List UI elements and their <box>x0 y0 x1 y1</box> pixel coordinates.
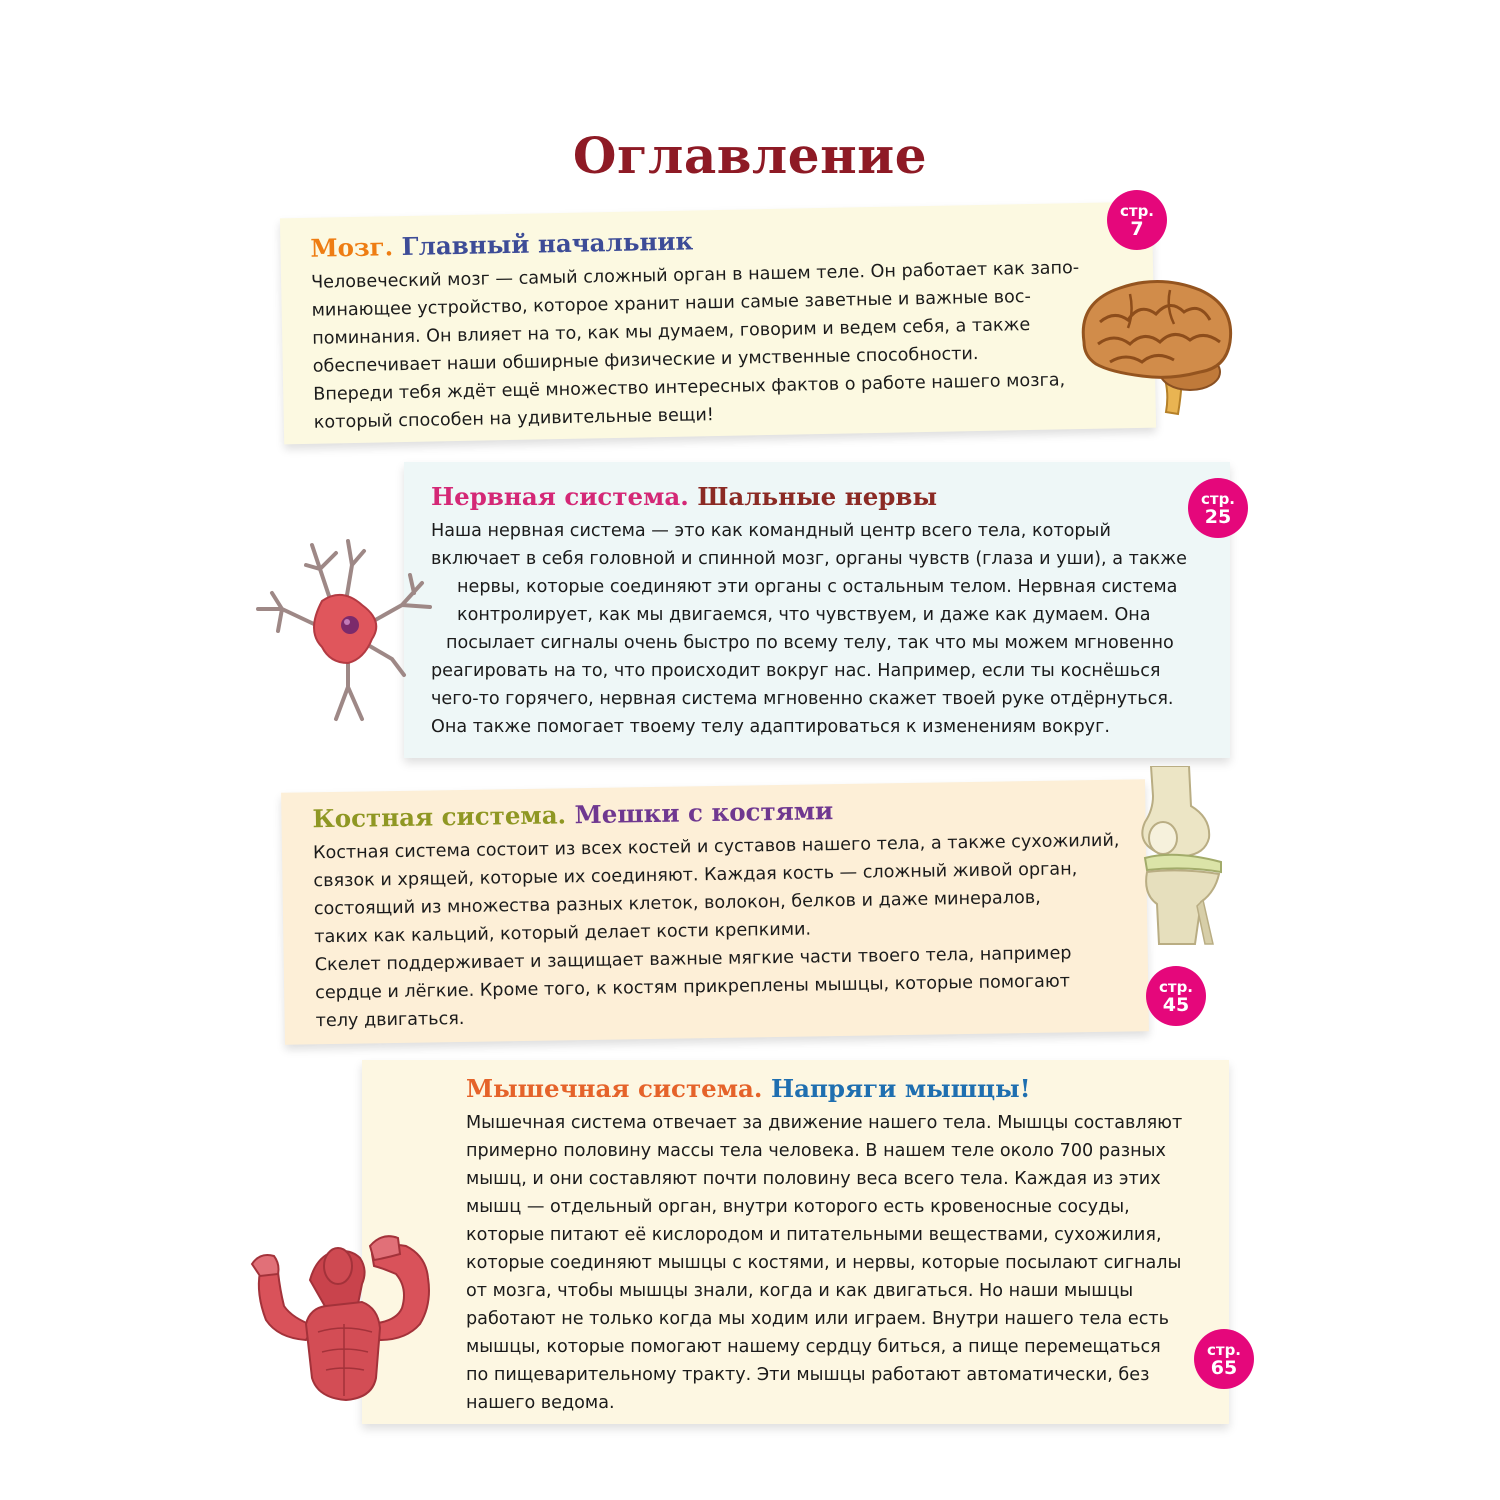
neuron-icon <box>252 535 437 725</box>
muscle-section-text <box>466 1109 1229 1417</box>
muscle-page-badge[interactable] <box>1194 1329 1254 1389</box>
badge-label: стр. <box>1158 978 1194 996</box>
nervous-heading-part2: Шальные нервы <box>697 482 938 511</box>
text-line: мышцы, которые помогают нашему сердцу биться, а пище перемещаться <box>466 1337 1161 1357</box>
muscle-section-card <box>362 1060 1229 1424</box>
nervous-section-heading <box>431 482 1230 511</box>
text-line: контролирует, как мы двигаемся, что чувствуем, и даже как думаем. Она <box>457 605 1151 625</box>
nervous-section-card <box>404 462 1230 758</box>
muscle-figure-icon <box>250 1228 460 1403</box>
text-line: которые соединяют мышцы с костями, и нервы, которые посылают сигналы <box>466 1253 1182 1273</box>
brain-page-badge[interactable] <box>1107 190 1167 250</box>
nervous-page-badge[interactable] <box>1188 478 1248 538</box>
badge-page-number: 65 <box>1210 1357 1238 1379</box>
text-line: которые питают её кислородом и питательными веществами, сухожилия, <box>466 1225 1162 1245</box>
text-line: чего-то горячего, нервная система мгновенно скажет твоей руке отдёрнуться. <box>431 689 1174 709</box>
text-line: от мозга, чтобы мышцы знали, когда и как двигаться. Но наши мышцы <box>466 1281 1134 1301</box>
text-line: который способен на удивительные вещи! <box>313 405 715 433</box>
text-line: мышц — отдельный орган, внутри которого есть кровеносные сосуды, <box>466 1197 1130 1217</box>
skeleton-section-text <box>313 826 1149 1035</box>
text-line: посылает сигналы очень быстро по всему телу, так что мы можем мгновенно <box>446 633 1174 653</box>
skeleton-page-badge[interactable] <box>1146 966 1206 1026</box>
badge-page-number: 45 <box>1162 994 1190 1016</box>
text-line: минающее устройство, которое хранит наши самые заветные и важные вос- <box>311 286 1032 321</box>
text-line: Впереди тебя ждёт ещё множество интересных фактов о работе нашего мозга, <box>313 370 1066 405</box>
text-line: сердце и лёгкие. Кроме того, к костям прикреплены мышцы, которые помогают <box>315 971 1071 1004</box>
text-line: Скелет поддерживает и защищает важные мягкие части твоего тела, например <box>314 943 1072 976</box>
badge-page-number: 25 <box>1204 506 1232 528</box>
page-title: Оглавление <box>572 126 928 185</box>
skeleton-heading-part2: Мешки с костями <box>574 796 834 830</box>
muscle-heading-part2: Напряги мышцы! <box>770 1074 1031 1103</box>
brain-heading-part2: Главный начальник <box>401 226 694 262</box>
muscle-heading-part1: Мышечная система. <box>466 1074 763 1103</box>
brain-section-card <box>280 202 1156 445</box>
badge-label: стр. <box>1200 490 1236 508</box>
text-line: поминания. Он влияет на то, как мы думаем, говорим и ведем себя, а также <box>312 315 1031 349</box>
text-line: реагировать на то, что происходит вокруг нас. Например, если ты коснёшься <box>431 661 1161 681</box>
text-line: телу двигаться. <box>315 1008 465 1032</box>
text-line: Она также помогает твоему телу адаптироваться к изменениям вокруг. <box>431 717 1110 737</box>
text-line: Наша нервная система — это как командный центр всего тела, который <box>431 521 1111 541</box>
skeleton-heading-part1: Костная система. <box>312 800 567 834</box>
badge-page-number: 7 <box>1130 218 1144 240</box>
text-line: нашего ведома. <box>466 1393 615 1413</box>
text-line: состоящий из множества разных клеток, волокон, белков и даже минералов, <box>313 887 1041 920</box>
text-line: нервы, которые соединяют эти органы с остальным телом. Нервная система <box>457 577 1178 597</box>
text-line: Мышечная система отвечает за движение нашего тела. Мышцы составляют <box>466 1113 1183 1133</box>
muscle-section-heading <box>466 1074 1229 1103</box>
knee-joint-icon <box>1135 766 1227 946</box>
text-line: таких как кальций, который делает кости крепкими. <box>314 919 812 948</box>
text-line: примерно половину массы тела человека. В нашем теле около 700 разных <box>466 1141 1166 1161</box>
nervous-heading-part1: Нервная система. <box>431 482 689 511</box>
text-line: Человеческий мозг — самый сложный орган в нашем теле. Он работает как запо- <box>310 258 1080 293</box>
badge-label: стр. <box>1119 202 1155 220</box>
badge-label: стр. <box>1206 1341 1242 1359</box>
text-line: по пищеварительному тракту. Эти мышцы работают автоматически, без <box>466 1365 1150 1385</box>
text-line: связок и хрящей, которые их соединяют. Каждая кость — сложный живой орган, <box>313 859 1078 892</box>
skeleton-section-heading <box>312 791 1145 833</box>
text-line: включает в себя головной и спинной мозг, органы чувств (глаза и уши), а также <box>431 549 1187 569</box>
text-line: работают не только когда мы ходим или играем. Внутри нашего тела есть <box>466 1309 1170 1329</box>
skeleton-section-card <box>281 779 1149 1045</box>
text-line: Костная система состоит из всех костей и суставов нашего тела, а также сухожилий, <box>312 830 1120 864</box>
brain-section-text <box>311 253 1126 437</box>
nervous-section-text <box>431 517 1230 741</box>
brain-icon <box>1070 272 1245 422</box>
text-line: мышц, и они составляют почти половину веса всего тела. Каждая из этих <box>466 1169 1161 1189</box>
brain-heading-part1: Мозг. <box>310 232 394 263</box>
text-line: обеспечивает наши обширные физические и умственные способности. <box>312 344 979 377</box>
